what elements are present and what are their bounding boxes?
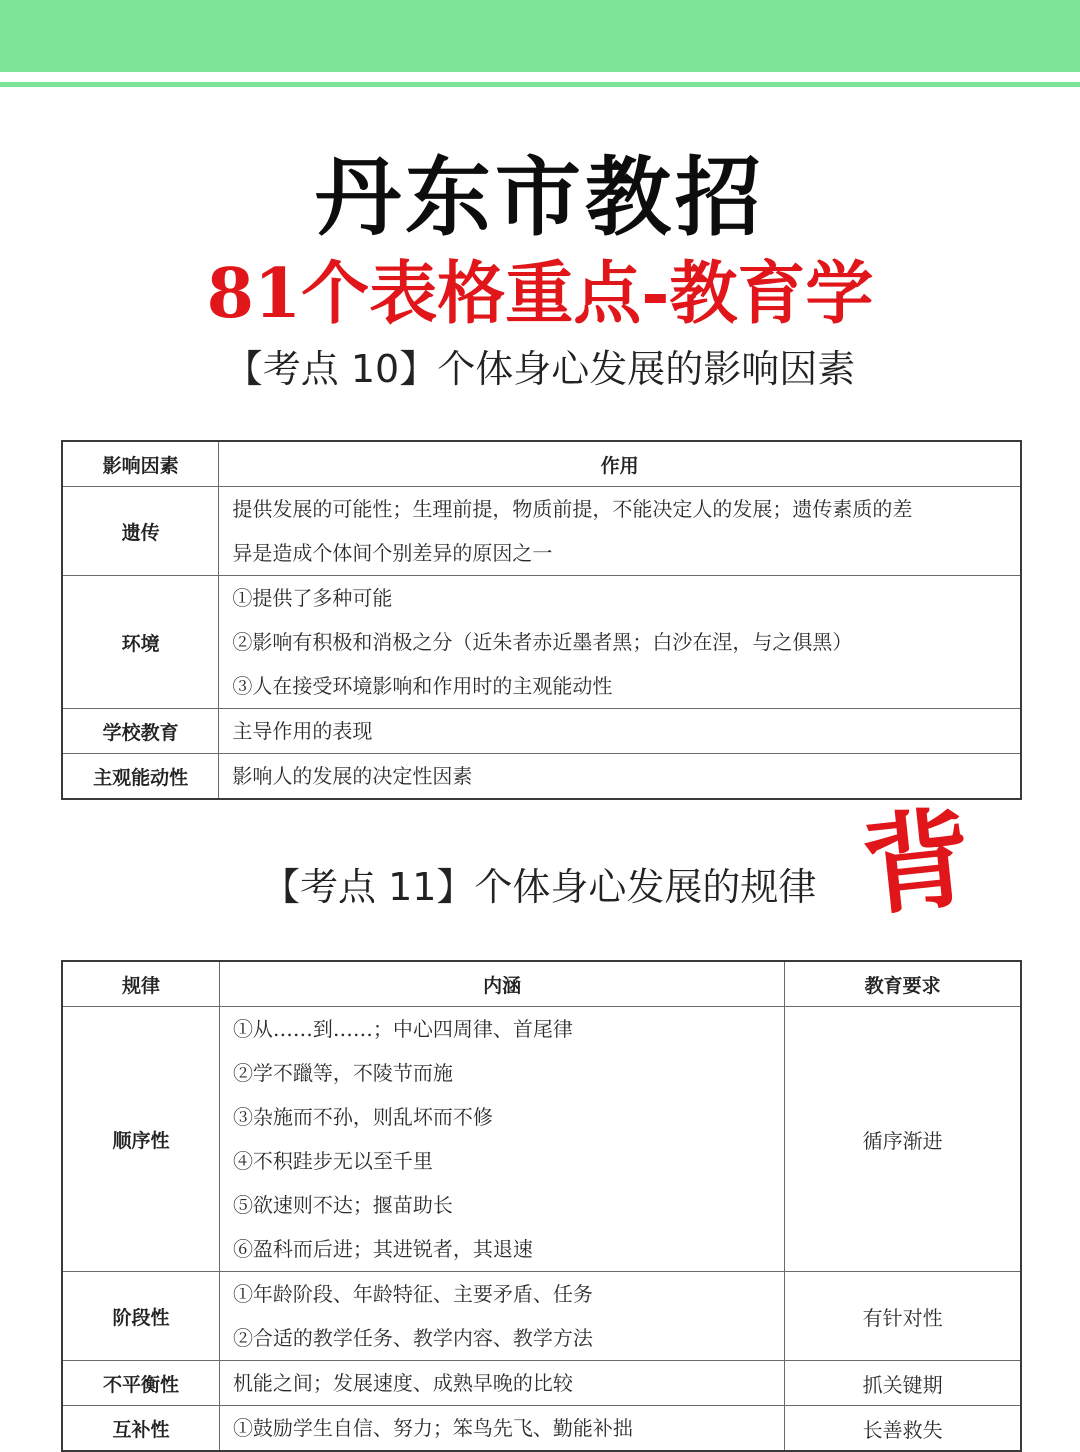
table-header-row <box>62 961 1021 1007</box>
table-row <box>62 487 1021 576</box>
page-title: 丹东市教招 <box>315 148 765 248</box>
factor-cell: 环境 <box>62 576 219 709</box>
table-row <box>62 754 1021 800</box>
meaning-cell <box>219 1272 784 1361</box>
law-cell: 顺序性 <box>62 1007 219 1272</box>
requirement-cell: 有针对性 <box>785 1272 1021 1361</box>
table-row <box>62 1361 1021 1406</box>
column-header: 教育要求 <box>785 961 1021 1007</box>
table-header-row <box>62 441 1021 487</box>
column-header: 规律 <box>62 961 219 1007</box>
meaning-cell <box>219 1361 784 1406</box>
effect-cell <box>219 709 1021 754</box>
effect-line: 影响人的发展的决定性因素 <box>232 764 473 788</box>
top-divider-line <box>0 82 1080 87</box>
law-cell: 不平衡性 <box>62 1361 219 1406</box>
meaning-cell <box>219 1007 784 1272</box>
effect-line: 提供发展的可能性；生理前提，物质前提，不能决定人的发展；遗传素质的差 <box>232 497 913 521</box>
requirement-cell: 长善救失 <box>785 1406 1021 1452</box>
meaning-line: ④不积跬步无以至千里 <box>232 1149 433 1173</box>
laws-table <box>61 960 1022 1452</box>
table-row <box>62 1007 1021 1272</box>
effect-line: ③人在接受环境影响和作用时的主观能动性 <box>232 674 613 698</box>
meaning-line: ①鼓励学生自信、努力；笨鸟先飞、勤能补拙 <box>232 1416 633 1440</box>
effect-line: 异是造成个体间个别差异的原因之一 <box>232 541 553 565</box>
section-11-title: 【考点 11】个体身心发展的规律 <box>262 865 817 909</box>
bei-stamp-mark: 背 <box>856 794 978 932</box>
effect-cell <box>219 576 1021 709</box>
meaning-line: ⑥盈科而后进；其进锐者，其退速 <box>232 1237 533 1261</box>
column-header: 影响因素 <box>62 441 219 487</box>
effect-cell <box>219 487 1021 576</box>
meaning-line: ①从……到……；中心四周律、首尾律 <box>232 1017 573 1041</box>
law-cell: 互补性 <box>62 1406 219 1452</box>
meaning-line: ③杂施而不孙，则乱坏而不修 <box>232 1105 493 1129</box>
meaning-line: ⑤欲速则不达；揠苗助长 <box>232 1193 453 1217</box>
law-cell: 阶段性 <box>62 1272 219 1361</box>
meaning-line: 机能之间；发展速度、成熟早晚的比较 <box>232 1371 573 1395</box>
top-color-band <box>0 0 1080 72</box>
factor-cell: 主观能动性 <box>62 754 219 800</box>
meaning-line: ①年龄阶段、年龄特征、主要矛盾、任务 <box>232 1282 593 1306</box>
column-header: 作用 <box>219 441 1021 487</box>
table-row <box>62 576 1021 709</box>
requirement-cell: 抓关键期 <box>785 1361 1021 1406</box>
effect-cell <box>219 754 1021 800</box>
table-row <box>62 1272 1021 1361</box>
meaning-line: ②合适的教学任务、教学内容、教学方法 <box>232 1326 593 1350</box>
factor-cell: 遗传 <box>62 487 219 576</box>
column-header: 内涵 <box>219 961 784 1007</box>
section-10-title: 【考点 10】个体身心发展的影响因素 <box>224 347 856 391</box>
factors-table <box>61 440 1022 800</box>
effect-line: 主导作用的表现 <box>232 719 373 743</box>
factor-cell: 学校教育 <box>62 709 219 754</box>
effect-line: ②影响有积极和消极之分（近朱者赤近墨者黑；白沙在涅，与之俱黑） <box>232 630 853 654</box>
table-row <box>62 1406 1021 1452</box>
requirement-cell: 循序渐进 <box>785 1007 1021 1272</box>
meaning-line: ②学不躐等，不陵节而施 <box>232 1061 453 1085</box>
effect-line: ①提供了多种可能 <box>232 586 393 610</box>
page-subtitle: 81个表格重点-教育学 <box>206 254 874 334</box>
table-row <box>62 709 1021 754</box>
meaning-cell <box>219 1406 784 1452</box>
